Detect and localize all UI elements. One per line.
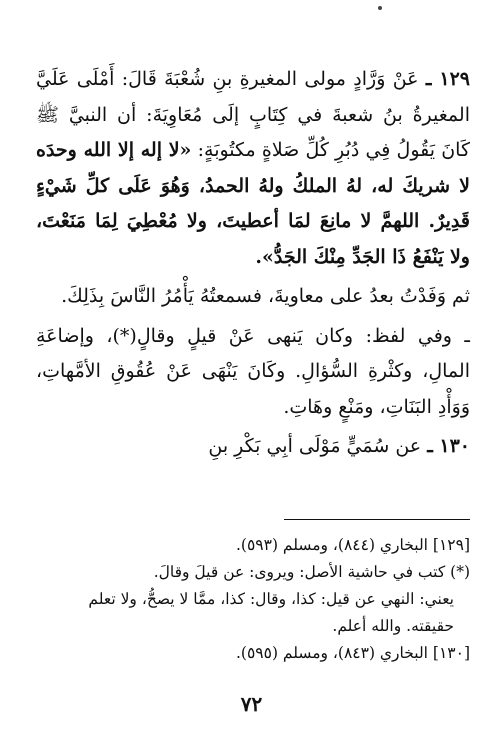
hadith-129-text: عَنْ وَرَّادٍ مولى المغيرةِ بنِ شُعْبَةَ قَالَ: أَمْلَى عَلَيَّ المغيرةُ بنُ شعبةَ في كِتَابٍ إلَى مُعَاوِيَةَ: أن النبيَّ ﷺ كَانَ يَقُولُ فِي دُبُرِ كُلِّ صَلاةٍ مكتُوبَةٍ:: [36, 68, 471, 161]
hadith-129-quote: «لا إله إلا الله وحدَه لا شريكَ له، لهُ الملكُ ولهُ الحمدُ، وَهُوَ عَلَى كلِّ شَيْءٍ قَدِيرٌ. اللهمَّ لا مانِعَ لمَا أعطيتَ، ولا مُعْطِيَ لِمَا مَنَعْتَ، ولا يَنْفَعُ ذَا الجَدِّ مِنْكَ الجَدُّ».: [36, 139, 470, 268]
footnote-130: [١٣٠] البخاري (٨٤٣)، ومسلم (٥٩٥).: [235, 644, 470, 662]
hadith-129-variant: [36, 319, 470, 426]
page-number: ٧٢: [240, 692, 263, 716]
hadith-129-continuation: [36, 279, 470, 315]
main-text: [36, 62, 470, 465]
footnote-separator: [284, 519, 470, 520]
hadith-129-paragraph: [36, 62, 470, 275]
hadith-number-130: ١٣٠ ـ: [427, 435, 470, 457]
hadith-130-paragraph: [36, 429, 470, 465]
hadith-130-text: عن سُمَيٍّ مَوْلَى أبِي بَكْرِ بنِ: [208, 435, 422, 457]
footnote-129: [١٢٩] البخاري (٨٤٤)، ومسلم (٥٩٣).: [235, 536, 470, 554]
footnote-star-explanation: يعني: النهي عن قيل: كذا، وقال: كذا، ممَّا لا يصحُّ، ولا تعلم حقيقته. والله أعلم.: [88, 590, 454, 635]
footnotes: [36, 532, 470, 667]
hadith-129-text-3: ـ وفي لفظ: وكان يَنهى عَنْ قيلٍ وقالٍ(*)، وإضاعَةِ المالِ، وكثْرةِ السُّؤالِ. وكَانَ يَنْهَى عَنْ عُقُوقِ الأمَّهاتِ، وَوَأْدِ البَنَاتِ، ومَنْعٍ وهَاتِ.: [36, 324, 470, 418]
hadith-number-129: ١٢٩ ـ: [425, 68, 470, 90]
page-mark-dot: [378, 6, 382, 10]
hadith-129-text-2: ثم وَفَدْتُ بعدُ على معاويةَ، فسمعتُهُ يَأْمُرُ النَّاسَ بِذَلِكَ.: [61, 285, 470, 307]
footnote-star: (*) كتب في حاشية الأصل: ويروى: عن قيلَ وقالَ.: [153, 563, 470, 581]
